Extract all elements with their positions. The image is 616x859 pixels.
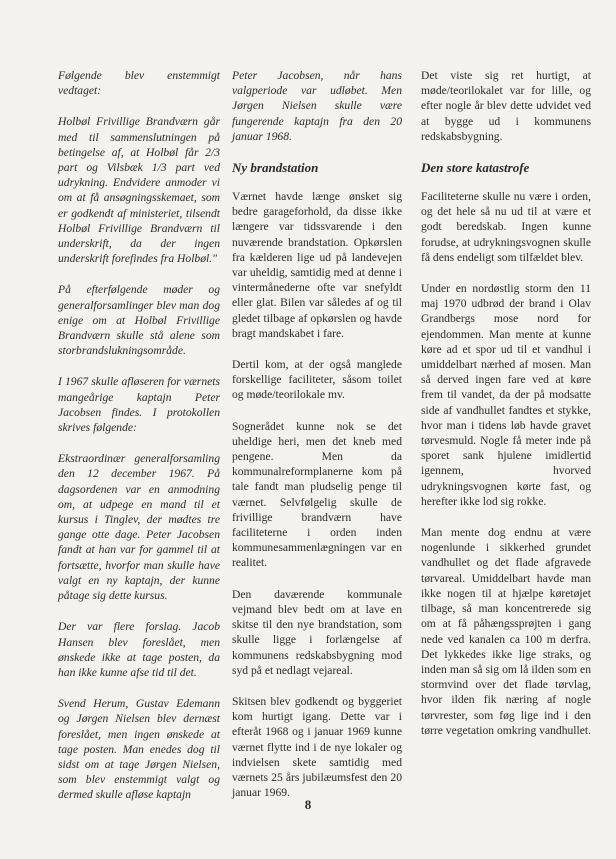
paragraph: Sognerådet kunne nok se det uheldige heri, men det kneb med pengene. Men da kommunalreformplanerne kom på tale fandt man pludselig penge til værnet. Selvfølgelig skulle de frivillige brandværn have faciliteterne i orden inden kommunesammenlægningen var en realitet. [232, 419, 402, 570]
paragraph: Ekstraordinær generalforsamling den 12 december 1967. På dagsordenen var en anmodning om, at udpege en mand til et kursus i Tinglev, der mødtes tre gange otte dage. Peter Jacobsen fandt at han var for gammel til at fortsætte, hvorfor man skulle have valgt en ny kaptajn, der kunne påtage sig dette kursus. [58, 452, 220, 603]
paragraph: Dertil kom, at der også manglede forskellige faciliteter, såsom toilet og møde/teorilokale mv. [232, 358, 402, 402]
page-number: 8 [304, 797, 312, 812]
paragraph: Der var flere forslag. Jacob Hansen blev foreslået, men ønskede ikke at tage posten, da han ikke kunne afse tid til det. [58, 620, 220, 679]
paragraph: Svend Herum, Gustav Edemann og Jørgen Nielsen blev dernæst foreslået, men ingen ønskede at tage posten. Man enedes dog til sidst om at tage Jørgen Nielsen, som blev enstemmigt valgt og dermed skulle afløse kaptajn [58, 697, 220, 802]
paragraph: På efterfølgende møder og generalforsamlinger blev man dog enige om at Holbøl Frivillige Brandværn skulle stå alene som storbrandslukningsområde. [58, 283, 220, 358]
column-right [421, 68, 591, 754]
column-left [58, 68, 220, 819]
paragraph: Skitsen blev godkendt og byggeriet kom hurtigt igang. Dette var i efteråt 1968 og i januar 1969 kunne værnet flytte ind i de nye lokaler og indvielsen skete samtidig med værnets 25 års jubilæumsfest den 20 januar 1969. [232, 694, 402, 800]
paragraph: Værnet havde længe ønsket sig bedre garageforhold, da disse ikke længere var tidssvarende i den nuværende brandstation. Opkørslen fra kælderen lige ud på landevejen var uheldig, samtidig med at denne i vintermånederne ofte var snefyldt eller glat. Bilen var således af og til gledet tilbage af opkørslen og havde bragt mandskabet i fare. [232, 190, 402, 340]
paragraph: Det viste sig ret hurtigt, at møde/teorilokalet var for lille, og efter nogle år blev dette udvidet ved at bygge ud i kommunens redskabsbygning. [421, 69, 591, 143]
column-middle [232, 68, 402, 816]
paragraph: Følgende blev enstemmigt vedtaget: [58, 69, 220, 98]
section-heading-den-store-katastrofe: Den store katastrofe [421, 160, 530, 176]
quote-paragraph: Holbøl Frivillige Brandværn går med til sammenslutningen på betingelse af, at Holbøl får 2/3 part og Vilsbæk 1/3 part ved udrykning. Endvidere anmoder vi om at få ansøgningsskemaet, som er godkendt af ministeriet, tilsendt Holbøl Frivillige Brandværn til underskrift, da der ingen underskrift forefindes fra Holbøl." [58, 115, 220, 266]
paragraph: Faciliteterne skulle nu være i orden, og det hele så nu ud til at være et godt beredskab. Ingen kunne forudse, at udrykningsvognen skulle få dens endeligt som tilfældet blev. [421, 190, 591, 264]
paragraph: Man mente dog endnu at være nogenlunde i sikkerhed grundet vandhullet og det flade afgravede tørvareal. Umiddelbart havde man ikke nogen til at hjælpe køretøjet tilbage, så man koncentrerede sig om at få påhængssprøjten i gang nede ved kanalen ca 100 m derfra. Det lykkedes ikke lige straks, og inden man så sig om lå ilden som en stormvind over det flade tørvlag, hvor ilden fik næring af nogle tørvrester, som føg lige ind i den tørre vegetation omkring vandhullet. [421, 526, 591, 737]
paragraph: Den daværende kommunale vejmand blev bedt om at lave en skitse til den nye brandstation, som skulle ligge i forlængelse af kommunens redskabsbygning mod syd på et nedlagt vejareal. [232, 587, 402, 677]
paragraph: Peter Jacobsen, når hans valgperiode var udløbet. Men Jørgen Nielsen skulle være fungerende kaptajn fra den 20 januar 1968. [232, 69, 402, 143]
paragraph: Under en nordøstlig storm den 11 maj 1970 udbrød der brand i Olav Grandbergs mose nord for ejendommen. Man mente at kunne køre ad et spor ud til et vandhul i umiddelbart nærhed af mosen. Man så derved ingen fare ved at køre frem til vandet, da der på modsatte side af vandhullet fandtes et stykke, hvor man i tidens løb havde gravet tørvesmuld. Nogle få meter inde på sporet sank hjulene imidlertid igennem, hvorved udrykningsvognen kørte fast, og herefter ikke lod sig rokke. [421, 282, 591, 508]
paragraph: I 1967 skulle afløseren for værnets mangeårige kaptajn Peter Jacobsen findes. I protokollen skrives følgende: [58, 375, 220, 435]
section-heading-ny-brandstation: Ny brandstation [232, 160, 319, 176]
